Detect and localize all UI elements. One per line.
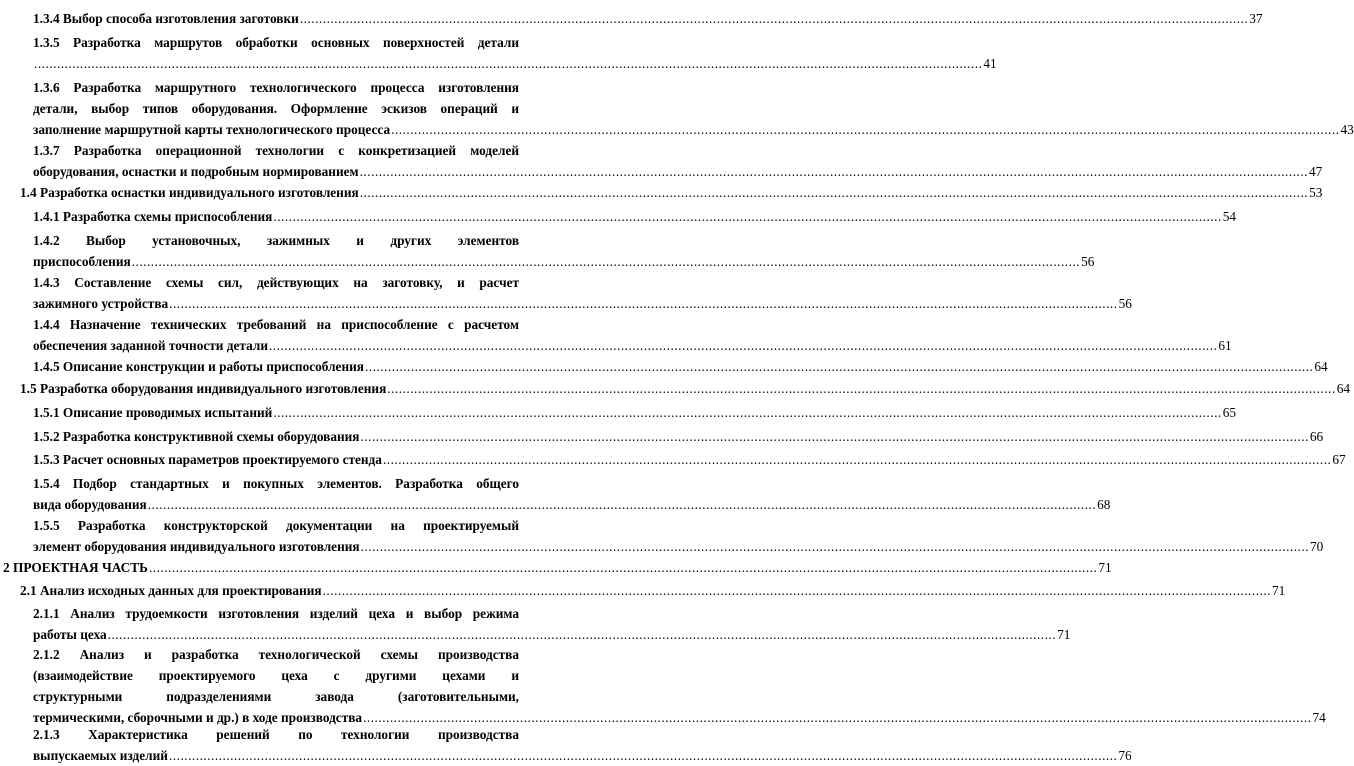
toc-page: 56 bbox=[1081, 254, 1095, 269]
toc-entry[interactable] bbox=[33, 402, 1237, 423]
toc-entry[interactable] bbox=[20, 580, 1286, 601]
toc-title: Подбор стандартных и покупных элементов. Разработка общего bbox=[72, 476, 520, 491]
toc-title: Назначение технических требований на приспособление с расчетом bbox=[69, 317, 519, 332]
toc-title-cont: детали, выбор типов оборудования. Оформление эскизов операций и bbox=[33, 101, 519, 116]
toc-title: Описание проводимых испытаний bbox=[62, 405, 273, 420]
toc-entry[interactable] bbox=[33, 724, 1132, 766]
toc-page: 54 bbox=[1222, 209, 1237, 224]
toc-number: 1.3.6 bbox=[33, 80, 60, 95]
toc-number: 1.5.5 bbox=[33, 518, 60, 533]
toc-number: 1.4 bbox=[20, 185, 37, 200]
toc-title: Анализ исходных данных для проектирования bbox=[39, 583, 322, 598]
leader-dots bbox=[169, 745, 1117, 766]
toc-number: 2.1.2 bbox=[33, 647, 60, 662]
toc-entry[interactable] bbox=[33, 603, 1071, 645]
toc-entry[interactable] bbox=[33, 473, 1111, 515]
toc-page: 71 bbox=[1057, 627, 1071, 642]
toc-title: Разработка конструкторской документации на проектируемый bbox=[77, 518, 519, 533]
toc-title: Разработка конструктивной схемы оборудования bbox=[62, 429, 360, 444]
toc-title-cont: приспособления bbox=[33, 254, 131, 269]
toc-entry[interactable] bbox=[33, 206, 1237, 227]
leader-dots bbox=[169, 293, 1117, 314]
toc-title-cont: зажимного устройства bbox=[33, 296, 169, 311]
toc-title: Анализ трудоемкости изготовления изделий цеха и выбор режима bbox=[70, 606, 519, 621]
toc-page: 56 bbox=[1118, 296, 1132, 311]
toc-title: ПРОЕКТНАЯ ЧАСТЬ bbox=[12, 560, 148, 575]
toc-title: Выбор способа изготовления заготовки bbox=[62, 11, 299, 26]
toc-number: 1.5.2 bbox=[33, 429, 60, 444]
toc-title: Расчет основных параметров проектируемого стенда bbox=[62, 452, 382, 467]
toc-number: 1.3.7 bbox=[33, 143, 60, 158]
toc-entry[interactable] bbox=[33, 515, 1324, 557]
toc-entry[interactable] bbox=[33, 32, 997, 74]
toc-title: Анализ и разработка технологической схемы производства bbox=[79, 647, 520, 662]
toc-entry[interactable] bbox=[3, 557, 1112, 578]
toc-page: 41 bbox=[983, 56, 997, 71]
toc-number: 1.4.2 bbox=[33, 233, 60, 248]
leader-dots bbox=[273, 402, 1221, 423]
toc-page: 61 bbox=[1218, 338, 1232, 353]
toc-entry[interactable] bbox=[33, 140, 1323, 182]
toc-page: 76 bbox=[1118, 748, 1132, 763]
toc-page: 43 bbox=[1340, 122, 1354, 137]
toc-entry[interactable] bbox=[33, 644, 1326, 728]
toc-number: 1.5.3 bbox=[33, 452, 60, 467]
leader-dots bbox=[361, 536, 1309, 557]
toc-title-cont: обеспечения заданной точности детали bbox=[33, 338, 268, 353]
leader-dots bbox=[387, 378, 1335, 399]
toc-title-cont: оборудования, оснастки и подробным нормированием bbox=[33, 164, 359, 179]
toc-page: 70 bbox=[1310, 539, 1324, 554]
toc-number: 1.3.4 bbox=[33, 11, 60, 26]
toc-entry[interactable] bbox=[33, 426, 1324, 447]
toc-page: 64 bbox=[1336, 381, 1350, 396]
leader-dots bbox=[132, 251, 1080, 272]
toc-number: 2.1 bbox=[20, 583, 37, 598]
toc-number: 2 bbox=[3, 560, 10, 575]
toc-page: 68 bbox=[1097, 497, 1111, 512]
toc-page: 71 bbox=[1272, 583, 1286, 598]
toc-title: Разработка маршрутов обработки основных поверхностей детали bbox=[73, 35, 520, 50]
toc-title: Выбор установочных, зажимных и других элементов bbox=[85, 233, 520, 248]
toc-entry[interactable] bbox=[33, 8, 1263, 29]
leader-dots bbox=[300, 8, 1248, 29]
toc-page: 47 bbox=[1309, 164, 1323, 179]
toc-page: 37 bbox=[1249, 11, 1263, 26]
toc-title-cont: вида оборудования bbox=[33, 497, 147, 512]
leader-dots bbox=[360, 426, 1308, 447]
leader-dots bbox=[383, 449, 1331, 470]
leader-dots bbox=[391, 119, 1339, 140]
toc-number: 1.5 bbox=[20, 381, 37, 396]
toc-title-cont: выпускаемых изделий bbox=[33, 748, 168, 763]
toc-title-cont: заполнение маршрутной карты технологического процесса bbox=[33, 122, 391, 137]
leader-dots bbox=[360, 182, 1308, 203]
leader-dots bbox=[34, 53, 982, 74]
leader-dots bbox=[269, 335, 1217, 356]
toc-number: 1.5.1 bbox=[33, 405, 60, 420]
leader-dots bbox=[360, 161, 1308, 182]
toc-title-cont: работы цеха bbox=[33, 627, 107, 642]
toc-entry[interactable] bbox=[33, 449, 1346, 470]
toc-page: 66 bbox=[1309, 429, 1324, 444]
leader-dots bbox=[365, 356, 1313, 377]
toc-title: Разработка маршрутного технологического процесса изготовления bbox=[73, 80, 520, 95]
leader-dots bbox=[148, 494, 1096, 515]
toc-title: Характеристика решений по технологии производства bbox=[88, 727, 519, 742]
toc-title-cont: элемент оборудования индивидуального изготовления bbox=[33, 539, 360, 554]
toc-title-cont: структурными подразделениями завода (заготовительными, bbox=[33, 689, 519, 704]
leader-dots bbox=[273, 206, 1221, 227]
toc-title: Описание конструкции и работы приспособления bbox=[62, 359, 364, 374]
toc-title: Разработка схемы приспособления bbox=[62, 209, 273, 224]
toc-title: Составление схемы сил, действующих на заготовку, и расчет bbox=[74, 275, 519, 290]
toc-number: 2.1.3 bbox=[33, 727, 60, 742]
toc-entry[interactable] bbox=[33, 356, 1328, 377]
toc-page: 74 bbox=[1312, 710, 1326, 725]
toc-title-cont: (взаимодействие проектируемого цеха с другими цехами и bbox=[33, 668, 519, 683]
toc-number: 1.3.5 bbox=[33, 35, 60, 50]
toc-page: 65 bbox=[1222, 405, 1237, 420]
toc-entry[interactable] bbox=[20, 182, 1323, 203]
toc-title: Разработка оснастки индивидуального изготовления bbox=[39, 185, 359, 200]
toc-number: 1.4.5 bbox=[33, 359, 60, 374]
toc-number: 1.4.4 bbox=[33, 317, 60, 332]
toc-title: Разработка операционной технологии с конкретизацией моделей bbox=[73, 143, 520, 158]
toc-page: 64 bbox=[1314, 359, 1328, 374]
leader-dots bbox=[149, 557, 1097, 578]
leader-dots bbox=[323, 580, 1271, 601]
toc-number: 1.5.4 bbox=[33, 476, 60, 491]
toc-title: Разработка оборудования индивидуального изготовления bbox=[39, 381, 387, 396]
toc-entry[interactable] bbox=[33, 77, 1354, 140]
toc-number: 2.1.1 bbox=[33, 606, 60, 621]
toc-number: 1.4.1 bbox=[33, 209, 60, 224]
toc-page: 71 bbox=[1098, 560, 1112, 575]
toc-entry[interactable] bbox=[33, 314, 1232, 356]
leader-dots bbox=[108, 624, 1056, 645]
toc-entry[interactable] bbox=[20, 378, 1350, 399]
toc-entry[interactable] bbox=[33, 272, 1132, 314]
toc-number: 1.4.3 bbox=[33, 275, 60, 290]
toc-page: 67 bbox=[1332, 452, 1346, 467]
toc-page: 53 bbox=[1309, 185, 1323, 200]
toc-entry[interactable] bbox=[33, 230, 1095, 272]
toc-title-cont: термическими, сборочными и др.) в ходе производства bbox=[33, 710, 363, 725]
